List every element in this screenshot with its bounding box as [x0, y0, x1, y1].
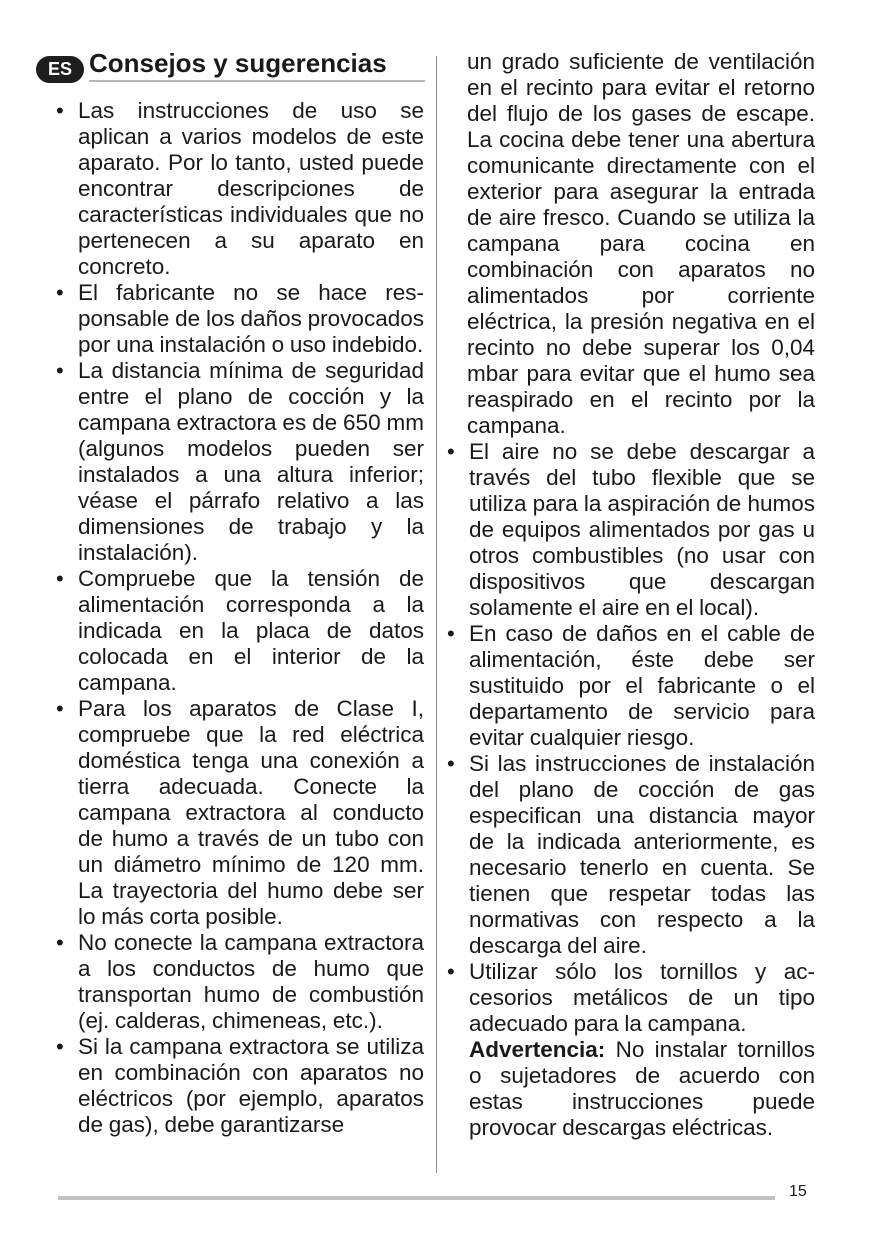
list-item-text: Si la campana extractora se utiliza en combinación con aparatos no eléctricos (por ejemplo, aparatos de gas), debe garantizarse — [78, 1034, 424, 1137]
bullet-icon: • — [56, 280, 64, 305]
section-title: Consejos y sugerencias — [89, 48, 387, 78]
bullet-icon: • — [56, 566, 64, 591]
right-column-list — [447, 439, 815, 1141]
bullet-icon: • — [447, 439, 455, 464]
list-item-text: El fabricante no se hace responsable de los daños provocados por una instalación o uso indebido. — [78, 280, 424, 357]
bullet-icon: • — [56, 358, 64, 383]
bullet-icon: • — [447, 751, 455, 776]
list-item-text: Si las instrucciones de instalación del plano de cocción de gas especifican una distancia mayor de la indicada anteriormente, es necesario tenerlo en cuenta. Se tienen que respetar todas las normativas con respecto a la descarga del aire. — [469, 751, 815, 958]
list-item — [56, 696, 424, 930]
warning-note — [469, 1037, 815, 1141]
list-item — [56, 280, 424, 358]
list-item-text: Utilizar sólo los tornillos y accesorios metálicos de un tipo adecuado para la campana. — [469, 959, 815, 1036]
list-item — [56, 566, 424, 696]
list-item — [56, 358, 424, 566]
list-item — [56, 1034, 424, 1138]
footer-rule — [58, 1196, 775, 1200]
bullet-icon: • — [56, 696, 64, 721]
list-item-text: Las instrucciones de uso se aplican a varios modelos de este aparato. Por lo tanto, usted puede encontrar descripciones de características individuales que no pertenecen a su aparato en concreto. — [78, 98, 424, 279]
bullet-icon: • — [56, 1034, 64, 1059]
section-header — [36, 46, 425, 82]
list-item — [56, 98, 424, 280]
page-number: 15 — [789, 1183, 807, 1200]
bullet-icon: • — [447, 959, 455, 984]
warning-text: No instalar tornillos o sujetadores de acuerdo con estas instrucciones puede provocar descargas eléctricas. — [469, 1037, 815, 1140]
title-underline — [89, 80, 425, 82]
list-item-text: El aire no se debe descargar a través del tubo flexible que se utiliza para la aspiración de humos de equipos alimentados por gas u otros combustibles (no usar con dispositivos que descargan solamente el aire en el local). — [469, 439, 815, 620]
list-item — [447, 621, 815, 751]
list-item-text: Para los aparatos de Clase I, compruebe que la red eléctrica doméstica tenga una conexión a tierra adecuada. Conecte la campana extractora al conducto de humo a través de un tubo con un diámetro mínimo de 120 mm. La trayectoria del humo debe ser lo más corta posible. — [78, 696, 424, 929]
list-item-text: En caso de daños en el cable de alimentación, éste debe ser sustituido por el fabricante o el departamento de servicio para evitar cualquier riesgo. — [469, 621, 815, 750]
warning-label: Advertencia: — [469, 1037, 606, 1062]
list-item-text: No conecte la campana extractora a los conductos de humo que transportan humo de combustión (ej. calderas, chimeneas, etc.). — [78, 930, 424, 1033]
left-column — [56, 98, 424, 1138]
list-item — [447, 959, 815, 1141]
language-badge: ES — [36, 56, 84, 83]
bullet-icon: • — [447, 621, 455, 646]
list-item — [56, 930, 424, 1034]
list-item — [447, 751, 815, 959]
bullet-icon: • — [56, 930, 64, 955]
list-item — [447, 439, 815, 621]
continued-paragraph: un grado suficiente de ventilación en el recinto para evitar el retorno del flujo de los gases de escape. La cocina debe tener una abertura comunicante directamente con el exterior para asegurar la entrada de aire fresco. Cuando se utiliza la campana para cocina en combinación con aparatos no alimentados por corriente eléctrica, la presión negativa en el recinto no debe superar los 0,04 mbar para evitar que el humo sea reaspirado en el recinto por la campana. — [467, 49, 815, 438]
list-item-text: La distancia mínima de seguridad entre el plano de cocción y la campana extractora es de 650 mm (algunos modelos pueden ser instalados a una altura inferior; véase el párrafo relativo a las dimensiones de trabajo y la instalación). — [78, 358, 424, 565]
bullet-icon: • — [56, 98, 64, 123]
list-item-text: Compruebe que la tensión de alimentación corresponda a la indicada en la placa de datos colocada en el interior de la campana. — [78, 566, 424, 695]
column-divider — [436, 56, 437, 1173]
right-column — [447, 49, 815, 1141]
